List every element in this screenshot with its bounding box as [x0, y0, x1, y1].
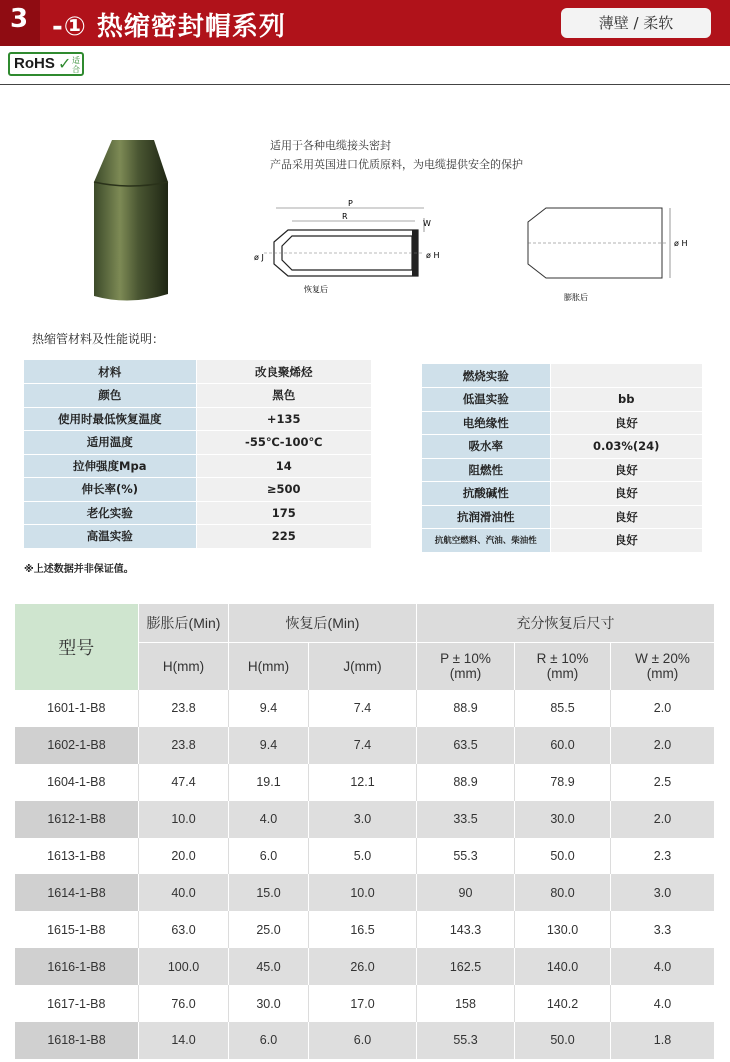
table-cell: 10.0	[139, 801, 229, 838]
category-tag: 薄壁 / 柔软	[561, 8, 711, 38]
property-name: 抗酸碱性	[422, 482, 550, 506]
property-value: 黑色	[196, 384, 371, 408]
table-cell: 10.0	[309, 874, 417, 911]
table-row	[15, 764, 715, 801]
property-row	[24, 525, 371, 549]
spec-header-row	[15, 604, 715, 642]
table-row	[15, 1022, 715, 1059]
dim-w-label: W	[423, 219, 431, 228]
table-cell: 15.0	[229, 874, 309, 911]
col-unit: (mm)	[449, 666, 482, 682]
property-name: 电绝缘性	[422, 411, 550, 435]
rohs-fit-label: 适合	[72, 56, 80, 74]
table-cell: 78.9	[515, 764, 611, 801]
table-cell: 4.0	[611, 948, 715, 985]
property-row	[422, 364, 702, 388]
property-value: 良好	[550, 529, 702, 553]
table-cell: 60.0	[515, 727, 611, 764]
property-name: 阻燃性	[422, 458, 550, 482]
property-value: -55℃-100℃	[196, 431, 371, 455]
table-cell: 2.3	[611, 838, 715, 875]
properties-table-right	[422, 364, 702, 553]
table-cell: 7.4	[309, 727, 417, 764]
col-header-label: W ± 20%	[635, 651, 690, 667]
property-name: 低温实验	[422, 388, 550, 412]
property-row	[422, 411, 702, 435]
property-row	[24, 384, 371, 408]
property-name: 老化实验	[24, 501, 196, 525]
table-cell: 4.0	[611, 985, 715, 1022]
property-name: 颜色	[24, 384, 196, 408]
recovered-diagram	[252, 196, 452, 296]
property-row	[422, 505, 702, 529]
table-cell: 100.0	[139, 948, 229, 985]
table-cell: 12.1	[309, 764, 417, 801]
table-row	[15, 801, 715, 838]
section-number: 3	[10, 4, 29, 34]
property-row	[24, 501, 371, 525]
table-cell: 7.4	[309, 690, 417, 727]
section-title: 热缩管材料及性能说明：	[32, 332, 165, 346]
property-row	[422, 388, 702, 412]
table-cell: 2.5	[611, 764, 715, 801]
model-cell: 1616-1-B8	[15, 948, 139, 985]
table-cell: 63.5	[417, 727, 515, 764]
table-cell: 143.3	[417, 911, 515, 948]
property-name: 伸长率(%)	[24, 478, 196, 502]
page-header	[0, 0, 730, 46]
rohs-label: RoHS	[14, 55, 55, 72]
table-cell: 3.0	[611, 874, 715, 911]
model-cell: 1615-1-B8	[15, 911, 139, 948]
property-name: 燃烧实验	[422, 364, 550, 388]
check-icon: ✓	[58, 54, 72, 73]
col-unit: (mm)	[646, 666, 679, 682]
table-row	[15, 948, 715, 985]
page-title: -① 热缩密封帽系列	[52, 12, 286, 42]
col-header-label: R ± 10%	[536, 651, 589, 667]
table-cell: 25.0	[229, 911, 309, 948]
table-cell: 9.4	[229, 727, 309, 764]
property-row	[422, 458, 702, 482]
table-cell: 16.5	[309, 911, 417, 948]
table-cell: 80.0	[515, 874, 611, 911]
table-cell: 130.0	[515, 911, 611, 948]
table-cell: 30.0	[229, 985, 309, 1022]
property-value: 良好	[550, 458, 702, 482]
property-value: 改良聚烯烃	[196, 360, 371, 384]
product-description	[270, 136, 523, 174]
table-cell: 50.0	[515, 838, 611, 875]
expanded-header: 膨胀后(Min)	[139, 604, 229, 642]
recovered-header: 恢复后(Min)	[229, 604, 417, 642]
property-name: 抗航空燃料、汽油、柴油性	[422, 529, 550, 553]
property-name: 高温实验	[24, 525, 196, 549]
table-cell: 47.4	[139, 764, 229, 801]
table-cell: 90	[417, 874, 515, 911]
dim-p-label: P	[348, 199, 353, 208]
table-cell: 162.5	[417, 948, 515, 985]
table-cell: 2.0	[611, 727, 715, 764]
table-cell: 2.0	[611, 801, 715, 838]
expanded-diagram	[520, 200, 700, 310]
model-cell: 1604-1-B8	[15, 764, 139, 801]
dim-h-label: ø H	[426, 251, 440, 260]
properties-table-left	[24, 360, 371, 549]
model-cell: 1602-1-B8	[15, 727, 139, 764]
property-name: 吸水率	[422, 435, 550, 459]
col-header: H(mm)	[139, 642, 229, 690]
property-row	[422, 482, 702, 506]
property-name: 使用时最低恢复温度	[24, 407, 196, 431]
property-value: 良好	[550, 482, 702, 506]
table-cell: 20.0	[139, 838, 229, 875]
property-value: 0.03%(24)	[550, 435, 702, 459]
rohs-badge	[8, 52, 84, 76]
table-cell: 40.0	[139, 874, 229, 911]
property-value: bb	[550, 388, 702, 412]
table-cell: 158	[417, 985, 515, 1022]
disclaimer-note: ※上述数据并非保证值。	[24, 564, 134, 575]
property-value: 良好	[550, 505, 702, 529]
spec-table	[14, 604, 714, 1059]
table-cell: 3.3	[611, 911, 715, 948]
table-cell: 55.3	[417, 838, 515, 875]
property-row	[24, 431, 371, 455]
model-cell: 1612-1-B8	[15, 801, 139, 838]
table-cell: 6.0	[309, 1022, 417, 1059]
col-header	[417, 642, 515, 690]
property-row	[24, 407, 371, 431]
table-cell: 33.5	[417, 801, 515, 838]
col-header: H(mm)	[229, 642, 309, 690]
property-value: 225	[196, 525, 371, 549]
table-row	[15, 727, 715, 764]
property-row	[24, 478, 371, 502]
description-line: 适用于各种电缆接头密封	[270, 139, 391, 152]
property-value: 14	[196, 454, 371, 478]
table-cell: 6.0	[229, 838, 309, 875]
property-row	[422, 529, 702, 553]
table-row	[15, 690, 715, 727]
property-value: ≥500	[196, 478, 371, 502]
table-row	[15, 838, 715, 875]
property-row	[24, 360, 371, 384]
col-unit: (mm)	[546, 666, 579, 682]
col-header-label: P ± 10%	[440, 651, 491, 667]
property-row	[422, 435, 702, 459]
property-name: 拉伸强度Mpa	[24, 454, 196, 478]
table-cell: 2.0	[611, 690, 715, 727]
table-cell: 5.0	[309, 838, 417, 875]
recovered-label: 恢复后	[304, 285, 328, 294]
expanded-label: 膨胀后	[564, 293, 588, 302]
table-cell: 45.0	[229, 948, 309, 985]
table-cell: 6.0	[229, 1022, 309, 1059]
model-cell: 1618-1-B8	[15, 1022, 139, 1059]
table-cell: 63.0	[139, 911, 229, 948]
model-cell: 1613-1-B8	[15, 838, 139, 875]
dim-h2-label: ø H	[674, 239, 688, 248]
table-cell: 88.9	[417, 690, 515, 727]
table-cell: 140.2	[515, 985, 611, 1022]
table-cell: 30.0	[515, 801, 611, 838]
table-cell: 50.0	[515, 1022, 611, 1059]
table-cell: 85.5	[515, 690, 611, 727]
table-cell: 3.0	[309, 801, 417, 838]
table-cell: 19.1	[229, 764, 309, 801]
table-cell: 17.0	[309, 985, 417, 1022]
table-cell: 55.3	[417, 1022, 515, 1059]
table-row	[15, 874, 715, 911]
property-name: 抗润滑油性	[422, 505, 550, 529]
table-cell: 9.4	[229, 690, 309, 727]
col-header: J(mm)	[309, 642, 417, 690]
table-cell: 23.8	[139, 690, 229, 727]
table-cell: 1.8	[611, 1022, 715, 1059]
property-row	[24, 454, 371, 478]
table-cell: 4.0	[229, 801, 309, 838]
description-line: 产品采用英国进口优质原料，为电缆提供安全的保护	[270, 158, 523, 171]
property-name: 材料	[24, 360, 196, 384]
table-row	[15, 985, 715, 1022]
table-cell: 23.8	[139, 727, 229, 764]
model-header: 型号	[15, 604, 139, 690]
property-value: 良好	[550, 411, 702, 435]
property-value	[550, 364, 702, 388]
col-header	[515, 642, 611, 690]
table-cell: 14.0	[139, 1022, 229, 1059]
header-divider	[0, 84, 730, 85]
property-value: +135	[196, 407, 371, 431]
model-cell: 1617-1-B8	[15, 985, 139, 1022]
table-cell: 76.0	[139, 985, 229, 1022]
table-cell: 26.0	[309, 948, 417, 985]
dim-j-label: ø J	[254, 253, 264, 262]
table-cell: 88.9	[417, 764, 515, 801]
dim-r-label: R	[342, 212, 348, 221]
col-header	[611, 642, 715, 690]
model-cell: 1601-1-B8	[15, 690, 139, 727]
table-cell: 140.0	[515, 948, 611, 985]
table-row	[15, 911, 715, 948]
property-name: 适用温度	[24, 431, 196, 455]
property-value: 175	[196, 501, 371, 525]
model-cell: 1614-1-B8	[15, 874, 139, 911]
full-recovery-header: 充分恢复后尺寸	[417, 604, 715, 642]
cap-product-image	[90, 140, 176, 306]
